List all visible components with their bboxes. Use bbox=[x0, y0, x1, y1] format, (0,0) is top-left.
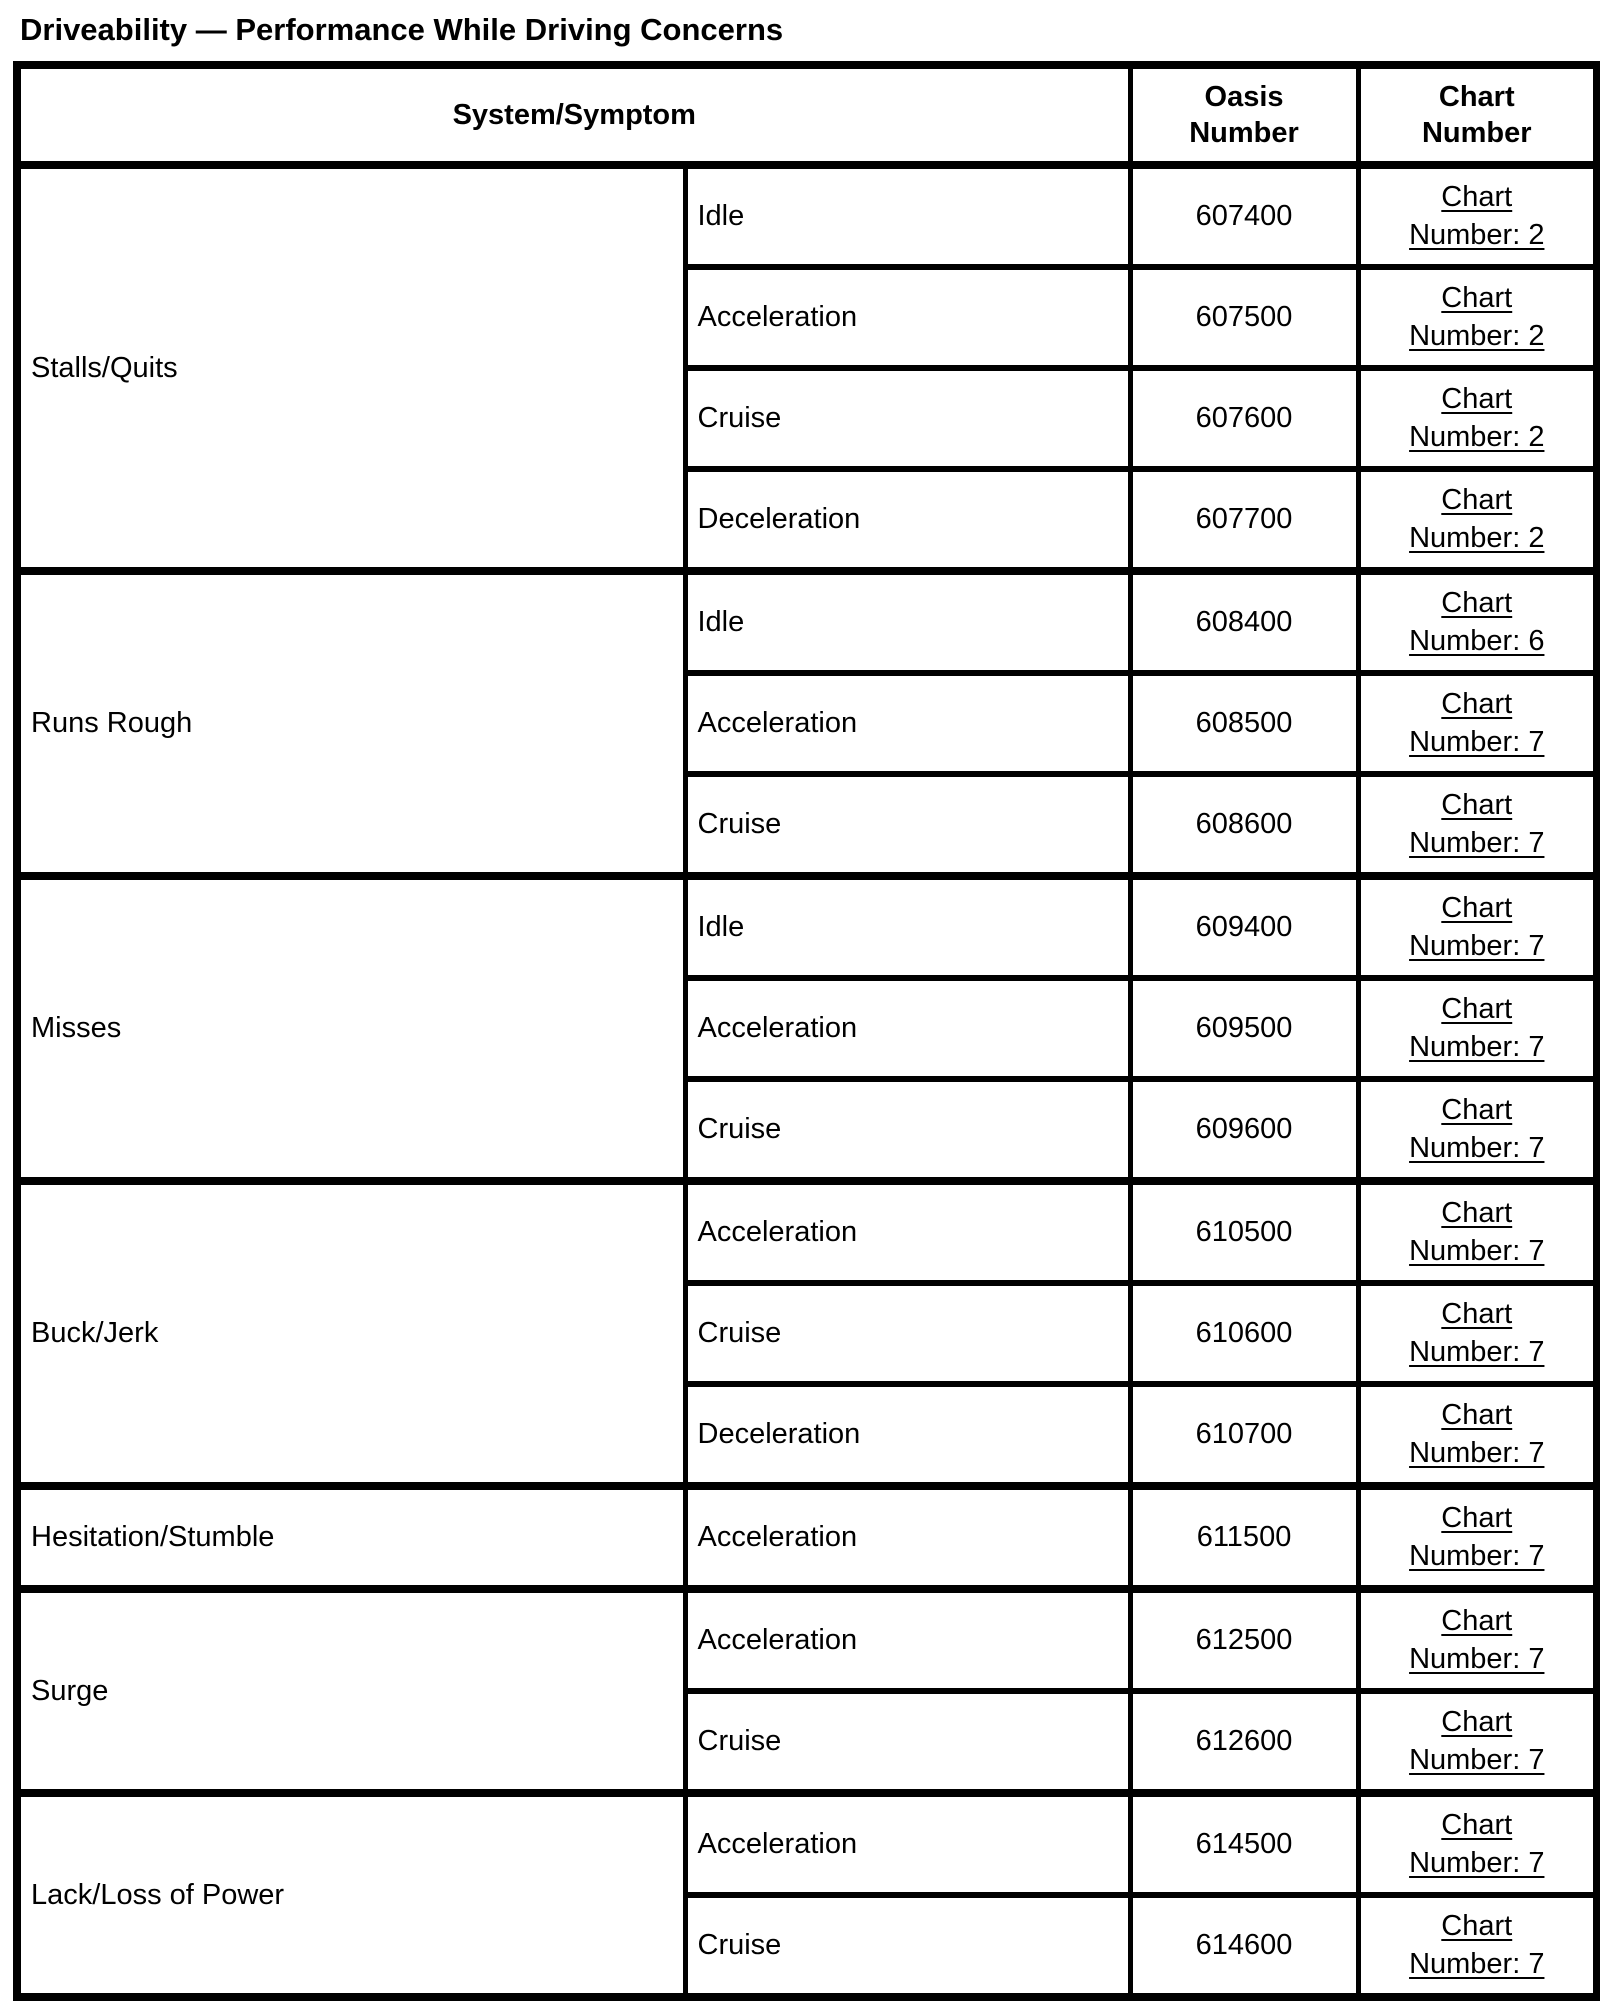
system-cell: Runs Rough bbox=[17, 571, 685, 876]
chart-link-line: Chart bbox=[1441, 1705, 1513, 1738]
oasis-number-cell: 612600 bbox=[1130, 1691, 1358, 1793]
oasis-number-cell: 610600 bbox=[1130, 1283, 1358, 1384]
oasis-number-cell: 607600 bbox=[1130, 368, 1358, 469]
oasis-number-cell: 608500 bbox=[1130, 673, 1358, 774]
chart-number-link[interactable] bbox=[1409, 1908, 1544, 1983]
chart-number-link[interactable] bbox=[1409, 381, 1544, 456]
chart-link-line: Chart bbox=[1441, 1501, 1513, 1534]
chart-number-link[interactable] bbox=[1409, 482, 1544, 557]
chart-link-line: Number: 7 bbox=[1409, 1335, 1545, 1368]
table-row bbox=[17, 1793, 1597, 1895]
chart-number-cell bbox=[1358, 1589, 1597, 1691]
system-cell: Misses bbox=[17, 876, 685, 1181]
chart-number-link[interactable] bbox=[1409, 280, 1544, 355]
chart-number-link[interactable] bbox=[1409, 1603, 1544, 1678]
chart-link-line: Number: 7 bbox=[1409, 1030, 1545, 1063]
header-oasis-line1: Oasis bbox=[1204, 80, 1284, 113]
chart-number-cell bbox=[1358, 165, 1597, 267]
chart-link-line: Chart bbox=[1441, 1909, 1513, 1942]
header-chart-number bbox=[1358, 65, 1597, 165]
oasis-number-cell: 610700 bbox=[1130, 1384, 1358, 1486]
table-row bbox=[17, 165, 1597, 267]
symptom-cell: Cruise bbox=[685, 1283, 1130, 1384]
oasis-number-cell: 610500 bbox=[1130, 1181, 1358, 1283]
chart-number-cell bbox=[1358, 368, 1597, 469]
system-cell: Hesitation/Stumble bbox=[17, 1486, 685, 1589]
oasis-number-cell: 607500 bbox=[1130, 267, 1358, 368]
chart-number-link[interactable] bbox=[1409, 1500, 1544, 1575]
chart-link-line: Number: 7 bbox=[1409, 1436, 1545, 1469]
chart-link-line: Number: 7 bbox=[1409, 826, 1545, 859]
chart-number-cell bbox=[1358, 1895, 1597, 1997]
oasis-number-cell: 609600 bbox=[1130, 1079, 1358, 1181]
oasis-number-cell: 614500 bbox=[1130, 1793, 1358, 1895]
symptom-cell: Cruise bbox=[685, 774, 1130, 876]
oasis-number-cell: 612500 bbox=[1130, 1589, 1358, 1691]
symptom-cell: Cruise bbox=[685, 1079, 1130, 1181]
header-chart-line2: Number bbox=[1421, 117, 1532, 149]
chart-number-link[interactable] bbox=[1409, 1704, 1544, 1779]
chart-number-cell bbox=[1358, 1181, 1597, 1283]
chart-link-line: Number: 2 bbox=[1409, 218, 1545, 251]
oasis-number-cell: 608600 bbox=[1130, 774, 1358, 876]
system-cell: Buck/Jerk bbox=[17, 1181, 685, 1486]
chart-link-line: Chart bbox=[1441, 1297, 1513, 1330]
chart-link-line: Chart bbox=[1441, 586, 1513, 619]
symptom-cell: Acceleration bbox=[685, 267, 1130, 368]
chart-link-line: Chart bbox=[1441, 1398, 1513, 1431]
oasis-number-cell: 609500 bbox=[1130, 978, 1358, 1079]
chart-link-line: Number: 7 bbox=[1409, 1131, 1545, 1164]
chart-number-link[interactable] bbox=[1409, 585, 1544, 660]
oasis-number-cell: 611500 bbox=[1130, 1486, 1358, 1589]
symptom-cell: Deceleration bbox=[685, 1384, 1130, 1486]
chart-number-link[interactable] bbox=[1409, 1397, 1544, 1472]
oasis-number-cell: 607700 bbox=[1130, 469, 1358, 571]
chart-number-cell bbox=[1358, 1283, 1597, 1384]
symptom-cell: Acceleration bbox=[685, 1793, 1130, 1895]
chart-number-cell bbox=[1358, 673, 1597, 774]
table-row bbox=[17, 1486, 1597, 1589]
chart-number-cell bbox=[1358, 1691, 1597, 1793]
chart-link-line: Number: 7 bbox=[1409, 1234, 1545, 1267]
oasis-number-cell: 614600 bbox=[1130, 1895, 1358, 1997]
symptom-cell: Acceleration bbox=[685, 673, 1130, 774]
chart-link-line: Chart bbox=[1441, 382, 1513, 415]
chart-number-cell bbox=[1358, 1486, 1597, 1589]
header-oasis-number bbox=[1130, 65, 1358, 165]
oasis-number-cell: 608400 bbox=[1130, 571, 1358, 673]
chart-link-line: Number: 7 bbox=[1409, 1743, 1545, 1776]
table-row bbox=[17, 876, 1597, 978]
chart-number-cell bbox=[1358, 1079, 1597, 1181]
symptom-cell: Acceleration bbox=[685, 1486, 1130, 1589]
chart-link-line: Number: 7 bbox=[1409, 1947, 1545, 1980]
symptom-cell: Acceleration bbox=[685, 978, 1130, 1079]
chart-link-line: Chart bbox=[1441, 483, 1513, 516]
chart-link-line: Number: 7 bbox=[1409, 1846, 1545, 1879]
chart-link-line: Number: 7 bbox=[1409, 929, 1545, 962]
chart-link-line: Chart bbox=[1441, 1093, 1513, 1126]
chart-number-link[interactable] bbox=[1409, 1092, 1544, 1167]
chart-number-cell bbox=[1358, 469, 1597, 571]
chart-link-line: Number: 2 bbox=[1409, 521, 1545, 554]
chart-number-cell bbox=[1358, 876, 1597, 978]
driveability-symptom-table bbox=[13, 61, 1600, 2001]
chart-link-line: Chart bbox=[1441, 992, 1513, 1025]
header-chart-line1: Chart bbox=[1438, 80, 1515, 113]
symptom-cell: Idle bbox=[685, 165, 1130, 267]
chart-number-link[interactable] bbox=[1409, 1807, 1544, 1882]
table-row bbox=[17, 1589, 1597, 1691]
chart-number-cell bbox=[1358, 267, 1597, 368]
chart-number-link[interactable] bbox=[1409, 1296, 1544, 1371]
chart-number-cell bbox=[1358, 1793, 1597, 1895]
header-row bbox=[17, 65, 1597, 165]
table-row bbox=[17, 571, 1597, 673]
chart-number-link[interactable] bbox=[1409, 890, 1544, 965]
chart-number-link[interactable] bbox=[1409, 686, 1544, 761]
header-system-symptom: System/Symptom bbox=[17, 65, 1130, 165]
chart-link-line: Number: 2 bbox=[1409, 420, 1545, 453]
system-cell: Surge bbox=[17, 1589, 685, 1793]
symptom-cell: Cruise bbox=[685, 1691, 1130, 1793]
chart-number-cell bbox=[1358, 1384, 1597, 1486]
chart-number-link[interactable] bbox=[1409, 991, 1544, 1066]
symptom-cell: Cruise bbox=[685, 368, 1130, 469]
symptom-cell: Acceleration bbox=[685, 1181, 1130, 1283]
header-oasis-line2: Number bbox=[1189, 117, 1299, 149]
chart-link-line: Chart bbox=[1441, 180, 1513, 213]
chart-link-line: Chart bbox=[1441, 891, 1513, 924]
system-cell: Stalls/Quits bbox=[17, 165, 685, 571]
chart-link-line: Number: 6 bbox=[1409, 624, 1545, 657]
system-cell: Lack/Loss of Power bbox=[17, 1793, 685, 1997]
oasis-number-cell: 609400 bbox=[1130, 876, 1358, 978]
chart-number-link[interactable] bbox=[1409, 787, 1544, 862]
chart-number-cell bbox=[1358, 571, 1597, 673]
chart-link-line: Chart bbox=[1441, 281, 1513, 314]
chart-link-line: Number: 7 bbox=[1409, 725, 1545, 758]
symptom-cell: Deceleration bbox=[685, 469, 1130, 571]
chart-link-line: Chart bbox=[1441, 1604, 1513, 1637]
table-row bbox=[17, 1181, 1597, 1283]
chart-link-line: Number: 7 bbox=[1409, 1642, 1545, 1675]
chart-link-line: Chart bbox=[1441, 788, 1513, 821]
oasis-number-cell: 607400 bbox=[1130, 165, 1358, 267]
symptom-cell: Idle bbox=[685, 876, 1130, 978]
symptom-cell: Cruise bbox=[685, 1895, 1130, 1997]
chart-link-line: Number: 7 bbox=[1409, 1539, 1545, 1572]
chart-link-line: Chart bbox=[1441, 687, 1513, 720]
chart-link-line: Number: 2 bbox=[1409, 319, 1545, 352]
page-title: Driveability — Performance While Driving Concerns bbox=[20, 12, 784, 47]
chart-link-line: Chart bbox=[1441, 1808, 1513, 1841]
chart-number-link[interactable] bbox=[1409, 179, 1544, 254]
chart-link-line: Chart bbox=[1441, 1196, 1513, 1229]
chart-number-link[interactable] bbox=[1409, 1195, 1544, 1270]
chart-number-cell bbox=[1358, 978, 1597, 1079]
symptom-cell: Acceleration bbox=[685, 1589, 1130, 1691]
chart-number-cell bbox=[1358, 774, 1597, 876]
symptom-cell: Idle bbox=[685, 571, 1130, 673]
